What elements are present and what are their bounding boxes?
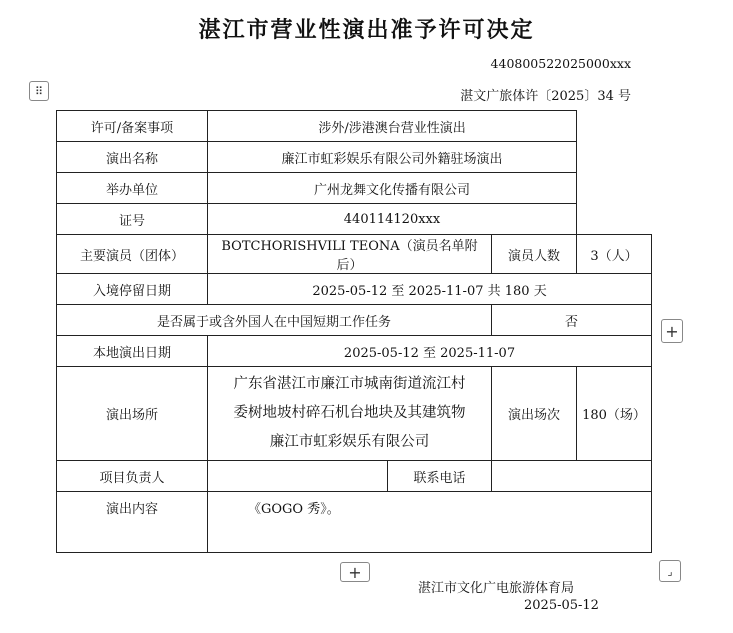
performers-value[interactable]: BOTCHORISHVILI TEONA（演员名单附后） (208, 235, 492, 274)
organizer-value[interactable]: 广州龙舞文化传播有限公司 (208, 173, 577, 204)
issue-date: 2025-05-12 (524, 598, 599, 613)
document-number: 湛文广旅体许〔2025〕34 号 (460, 89, 631, 104)
table-row (57, 173, 652, 204)
show-name-value[interactable]: 廉江市虹彩娱乐有限公司外籍驻场演出 (208, 142, 577, 173)
license-item-value[interactable]: 涉外/涉港澳台营业性演出 (208, 111, 577, 142)
content-label: 演出内容 (57, 492, 208, 553)
local-dates-label: 本地演出日期 (57, 336, 208, 367)
organizer-label: 举办单位 (57, 173, 208, 204)
table-row (57, 204, 652, 235)
sessions-label: 演出场次 (492, 367, 577, 461)
venue-line: 委树地坡村碎石机台地块及其建筑物 (233, 405, 466, 421)
phone-value[interactable] (492, 461, 652, 492)
venue-value[interactable] (208, 367, 492, 461)
table-resize-handle[interactable] (659, 560, 681, 582)
performers-label: 主要演员（团体） (57, 235, 208, 274)
table-move-handle[interactable] (29, 81, 49, 101)
performer-count-value[interactable]: 3（人） (577, 235, 652, 274)
table-row (57, 305, 652, 336)
table-row (57, 336, 652, 367)
blank-area (577, 111, 652, 235)
move-handle-icon: ⠿ (34, 84, 44, 98)
stay-dates-value[interactable]: 2025-05-12 至 2025-11-07 共 180 天 (208, 274, 652, 305)
issuer-name: 湛江市文化广电旅游体育局 (418, 581, 575, 596)
plus-icon: + (348, 562, 362, 582)
short-term-value[interactable]: 否 (492, 305, 652, 336)
content-value[interactable]: 《GOGO 秀》。 (208, 492, 652, 553)
license-item-label: 许可/备案事项 (57, 111, 208, 142)
stay-dates-label: 入境停留日期 (57, 274, 208, 305)
manager-value[interactable] (208, 461, 388, 492)
table-row (57, 111, 652, 142)
table-row (57, 142, 652, 173)
cert-value[interactable]: 440114120xxx (208, 204, 577, 235)
venue-line: 廉江市虹彩娱乐有限公司 (269, 434, 430, 450)
short-term-label: 是否属于或含外国人在中国短期工作任务 (57, 305, 492, 336)
local-dates-value[interactable]: 2025-05-12 至 2025-11-07 (208, 336, 652, 367)
add-row-button[interactable] (340, 562, 370, 582)
table-row (57, 492, 652, 553)
cert-label: 证号 (57, 204, 208, 235)
table-row (57, 235, 652, 274)
show-name-label: 演出名称 (57, 142, 208, 173)
page-title: 湛江市营业性演出准予许可决定 (198, 18, 535, 43)
performer-count-label: 演员人数 (492, 235, 577, 274)
venue-label: 演出场所 (57, 367, 208, 461)
table-row (57, 461, 652, 492)
plus-icon: + (665, 321, 679, 341)
manager-label: 项目负责人 (57, 461, 208, 492)
add-column-button[interactable] (661, 319, 683, 343)
table-row (57, 274, 652, 305)
table-row (57, 367, 652, 461)
venue-line: 广东省湛江市廉江市城南街道流江村 (233, 376, 466, 392)
serial-number: 440800522025000xxx (490, 56, 631, 71)
permit-table (56, 110, 652, 553)
phone-label: 联系电话 (388, 461, 492, 492)
sessions-value[interactable]: 180（场） (577, 367, 652, 461)
resize-handle-icon: ⌟ (667, 564, 673, 578)
